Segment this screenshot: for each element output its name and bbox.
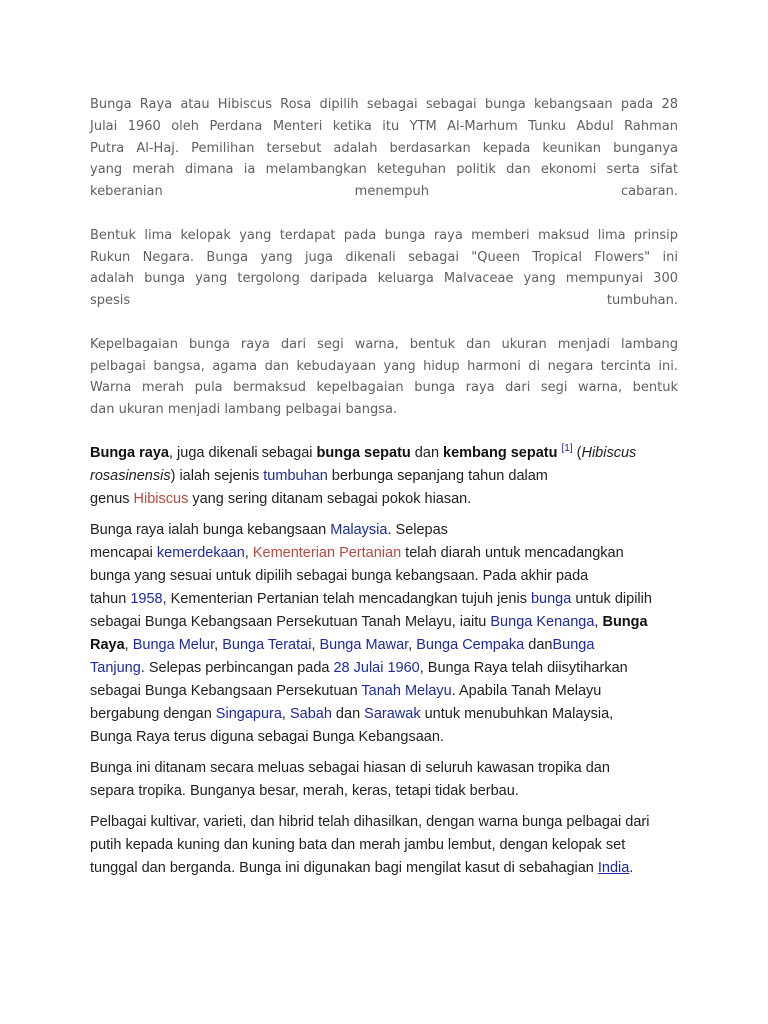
text-run: , [594, 613, 603, 630]
link-singapura[interactable]: Singapura [215, 705, 282, 722]
text-line: Putra Al-Haj. Pemilihan tersebut adalah berdasarkan kepada keunikan bunganya [90, 140, 678, 156]
term-bunga-raya: Bunga raya [90, 444, 169, 461]
text-run: , [124, 636, 133, 653]
paragraph-diversity [90, 334, 678, 421]
text-line: pelbagai bangsa, agama dan kebudayaan yang hidup harmoni di negara tercinta ini. [90, 358, 678, 374]
link-india[interactable]: India [597, 859, 630, 876]
text-run: dan [524, 636, 553, 653]
text-line: Bentuk lima kelopak yang terdapat pada bunga raya memberi maksud lima prinsip [90, 227, 678, 243]
text-run: telah diarah untuk mencadangkan [401, 544, 624, 561]
paragraph-cultivation [90, 757, 678, 803]
text-run: , [281, 705, 290, 722]
text-line: separa tropika. Bunganya besar, merah, keras, tetapi tidak berbau. [90, 782, 519, 799]
text-run: . Selepas perbincangan pada [140, 659, 334, 676]
text-line: Bunga ini ditanam secara meluas sebagai hiasan di seluruh kawasan tropika dan [90, 759, 610, 776]
link-hibiscus[interactable]: Hibiscus [133, 490, 189, 507]
text-line [90, 703, 678, 726]
text-run: berbunga sepanjang tahun dalam [327, 467, 548, 484]
text-line: Bunga Raya atau Hibiscus Rosa dipilih sebagai sebagai bunga kebangsaan pada 28 [90, 97, 678, 112]
text-line [90, 680, 678, 703]
text-line [90, 542, 678, 565]
text-line [90, 634, 678, 657]
text-line: putih kepada kuning dan kuning bata dan merah jambu lembut, dengan kelopak set [90, 836, 626, 853]
text-run: tahun [90, 590, 131, 607]
text-line: Rukun Negara. Bunga yang juga dikenali sebagai "Queen Tropical Flowers" ini [90, 249, 678, 265]
text-line [90, 657, 678, 680]
text-line: Bunga Raya terus diguna sebagai Bunga Kebangsaan. [90, 728, 444, 745]
term-bunga-sepatu: bunga sepatu [316, 444, 411, 461]
document-body [90, 94, 678, 880]
paragraph-national-flower [90, 519, 678, 749]
text-run: untuk dipilih [571, 590, 652, 607]
text-run: untuk menubuhkan Malaysia, [420, 705, 614, 722]
text-line: adalah bunga yang tergolong daripada keluarga Malvaceae yang mempunyai 300 [90, 271, 678, 287]
text-run: , [408, 636, 417, 653]
text-line: bunga yang sesuai untuk dipilih sebagai bunga kebangsaan. Pada akhir pada [90, 567, 589, 584]
text-line: Kepelbagaian bunga raya dari segi warna, bentuk dan ukuran menjadi lambang [90, 336, 678, 352]
text-run: ( [572, 444, 582, 461]
link-bunga-kenanga[interactable]: Bunga Kenanga [490, 613, 595, 630]
text-line [90, 442, 678, 465]
text-run: genus [90, 490, 134, 507]
link-kementerian-pertanian[interactable]: Kementerian Pertanian [252, 544, 402, 561]
link-kemerdekaan[interactable]: kemerdekaan [156, 544, 245, 561]
reference-link[interactable]: [1] [561, 442, 573, 454]
text-run: dan [331, 705, 365, 722]
text-line: Pelbagai kultivar, varieti, dan hibrid telah dihasilkan, dengan warna bunga pelbagai dari [90, 813, 650, 830]
link-tumbuhan[interactable]: tumbuhan [263, 467, 328, 484]
text-run: ) ialah sejenis [170, 467, 264, 484]
text-run: . [629, 859, 634, 876]
text-run: , [214, 636, 223, 653]
link-bunga-tanjung[interactable]: Bunga [552, 636, 595, 653]
text-line [90, 857, 678, 880]
paragraph-cultivars [90, 811, 678, 880]
text-run: yang sering ditanam sebagai pokok hiasan. [188, 490, 472, 507]
paragraph-intro [90, 94, 678, 203]
text-line [90, 488, 678, 511]
term-kembang-sepatu: kembang sepatu [443, 444, 558, 461]
text-run: sebagai Bunga Kebangsaan Persekutuan [90, 682, 362, 699]
text-line: Warna merah pula bermaksud kepelbagaian bunga raya dari segi warna, bentuk [90, 380, 678, 396]
link-bunga-cempaka[interactable]: Bunga Cempaka [416, 636, 525, 653]
link-bunga-melur[interactable]: Bunga Melur [132, 636, 215, 653]
scientific-name: rosasinensis [90, 467, 171, 484]
link-sabah[interactable]: Sabah [289, 705, 332, 722]
text-line [90, 611, 678, 634]
link-bunga-tanjung[interactable]: Tanjung [90, 659, 141, 676]
text-run: , Kementerian Pertanian telah mencadangkan tujuh jenis [162, 590, 531, 607]
paragraph-definition [90, 442, 678, 511]
text-run: bergabung dengan [90, 705, 216, 722]
text-line [90, 519, 678, 542]
text-run: . Selepas [387, 521, 448, 538]
text-line: Julai 1960 oleh Perdana Menteri ketika itu YTM Al-Marhum Tunku Abdul Rahman [90, 118, 678, 134]
term-bunga: Bunga [602, 613, 648, 630]
text-run: , [311, 636, 320, 653]
link-malaysia[interactable]: Malaysia [330, 521, 388, 538]
text-run: . Apabila Tanah Melayu [451, 682, 602, 699]
paragraph-petals [90, 225, 678, 312]
link-sarawak[interactable]: Sarawak [364, 705, 421, 722]
link-1958[interactable]: 1958 [130, 590, 163, 607]
text-run: tunggal dan berganda. Bunga ini digunakan bagi mengilat kasut di sebahagian [90, 859, 598, 876]
text-run: dan [410, 444, 444, 461]
link-bunga-mawar[interactable]: Bunga Mawar [319, 636, 409, 653]
term-raya: Raya [90, 636, 125, 653]
text-line [90, 588, 678, 611]
text-line: dan ukuran menjadi lambang pelbagai bangsa. [90, 402, 398, 417]
text-run: Bunga raya ialah bunga kebangsaan [90, 521, 331, 538]
text-line: keberanian menempuh cabaran. [90, 184, 678, 199]
text-line [90, 465, 678, 488]
text-line: spesis tumbuhan. [90, 293, 678, 308]
link-tanah-melayu[interactable]: Tanah Melayu [361, 682, 452, 699]
text-run: mencapai [90, 544, 157, 561]
scientific-name: Hibiscus [581, 444, 637, 461]
text-run: sebagai Bunga Kebangsaan Persekutuan Tanah Melayu, iaitu [90, 613, 491, 630]
text-run: , [244, 544, 253, 561]
text-run: , Bunga Raya telah diisytiharkan [419, 659, 628, 676]
link-bunga-teratai[interactable]: Bunga Teratai [222, 636, 312, 653]
text-run: , juga dikenali sebagai [168, 444, 317, 461]
link-bunga[interactable]: bunga [530, 590, 572, 607]
link-28-julai-1960[interactable]: 28 Julai 1960 [333, 659, 420, 676]
text-line: yang merah dimana ia melambangkan keteguhan politik dan ekonomi serta sifat [90, 162, 678, 178]
